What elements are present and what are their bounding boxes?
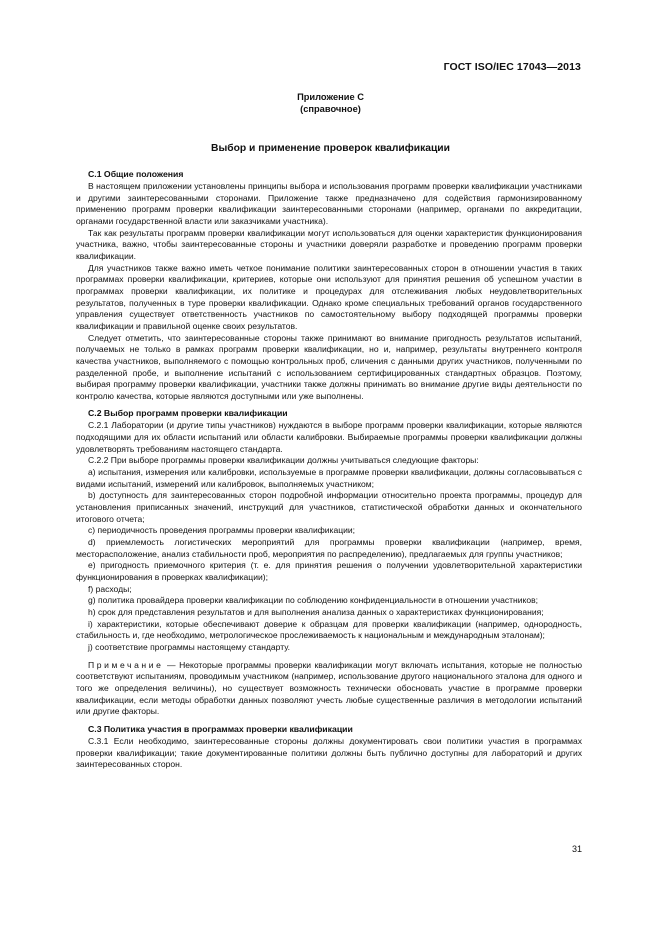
document-body [76,168,582,771]
standard-header: ГОСТ ISO/IEC 17043—2013 [443,61,581,73]
list-item: g) политика провайдера проверки квалификации по соблюдению конфиденциальности в отношении участников; [88,595,539,606]
annex-type: (справочное) [300,104,361,114]
list-item: j) соответствие программы настоящему стандарту. [88,641,291,652]
paragraph: Следует отметить, что заинтересованные стороны также принимают во внимание пригодность результатов испытаний, получаемых не только в рамках программ проверки квалификации, но и, например, результаты внутреннего контроля качества участников, выполняемого с помощью контрольных проб, сличения с данными других участников, полученными по разделенной пробе, и выполнение испытаний с использованием сертифицированных стандартных образцов. Поэтому, выбирая программу проверки квалификации, участники также должны принимать во внимание другие виды деятельности по контролю качества, которые являются доступными или уже выполнены. [76,332,582,401]
section-heading-c1: С.1 Общие положения [88,169,184,179]
list-item: а) испытания, измерения или калибровки, используемые в программе проверки квалификации, должны согласовываться с видами испытаний, измерений или калибровок, выполняемых участником; [76,467,582,489]
list-item: с) периодичность проведения программы проверки квалификации; [88,525,356,536]
paragraph: В настоящем приложении установлены принципы выбора и использования программ проверки квалификации участниками и другими заинтересованными сторонами. Приложение также предназначено для содействия гармонизированному применению программ проверки квалификации заинтересованными сторонами (например, органами по аккредитации, органами государственной власти или заказчиками участника). [76,181,582,226]
note [76,660,582,718]
list-item: i) характеристики, которые обеспечивают доверие к образцам для проверки квалификации (например, однородность, стабильность и, где необходимо, метрологическое прослеживаемость к национальным и международным эталонам); [76,618,582,641]
paragraph: С.2.1 Лаборатории (и другие типы участников) нуждаются в выборе программ проверки квалификации, которые являются подходящими для их области испытаний или области калибровки. Выбираемые программы проверки квалификации должны удовлетворять требованиям настоящего стандарта. [76,420,582,454]
note-text: — Некоторые программы проверки квалификации могут включать испытания, которые не полностью соответствуют испытаниям, проводимым участником (например, использование другого национального эталона для одного и того же определения величины), но существует возможность технически обосновать участие в программе проверки квалификации, если методы обработки данных позволяют учесть любые существенные различия в методологии испытаний или другие факторы. [76,659,582,717]
page-number: 31 [571,844,582,854]
paragraph: С.2.2 При выборе программы проверки квалификации должны учитываться следующие факторы: [88,455,479,466]
list-item: b) доступность для заинтересованных сторон подробной информации относительно проекта программы, процедур для установления приписанных значений, инструкций для участников, статистической обработки данных и окончательного итогового отчета; [76,490,582,524]
list-item: е) пригодность приемочного критерия (т. е. для принятия решения о получении удовлетворительной характеристики функционирования в проверках квалификации); [76,560,582,582]
paragraph: С.3.1 Если необходимо, заинтересованные стороны должны документировать свои политики участия в программах проверки квалификации; такие документированные политики должны быть публично доступны для лабораторий и других заинтересованных сторон. [76,735,582,770]
section-heading-c3: С.3 Политика участия в программах проверки квалификации [88,723,353,734]
list-item: h) срок для представления результатов и для выполнения анализа данных о характеристиках функционирования; [88,606,544,617]
paragraph: Для участников также важно иметь четкое понимание политики заинтересованных сторон в отношении участия в таких программах проверки квалификации, критериев, которые они используют для принятия решения об успешном участии в программах проверки квалификации, их политике и процедурах для отслеживания любых неудовлетворительных результатов, полученных в туре проверки квалификации. Однако кроме специальных требований органов государственного управления существует ответственность участников по самостоятельному выбору подходящей программы проверки квалификации и правильной оценке своих результатов. [76,262,582,331]
paragraph: Так как результаты программ проверки квалификации могут использоваться для оценки характеристик функционирования участника, важно, чтобы заинтересованные стороны и участники доверяли разработке и проведению программ проверки квалификации. [76,227,582,261]
list-item: f) расходы; [88,583,132,594]
page-title: Выбор и применение проверок квалификации [211,143,450,154]
annex-title: Приложение С [297,92,364,102]
list-item: d) приемлемость логистических мероприятий для программы проверки квалификации (например, время, месторасположение, анализ стабильности проб, мероприятия по распределению), предлагаемых для группы участников; [76,537,582,559]
note-label: Примечание [88,659,164,670]
section-heading-c2: С.2 Выбор программ проверки квалификации [88,408,288,419]
